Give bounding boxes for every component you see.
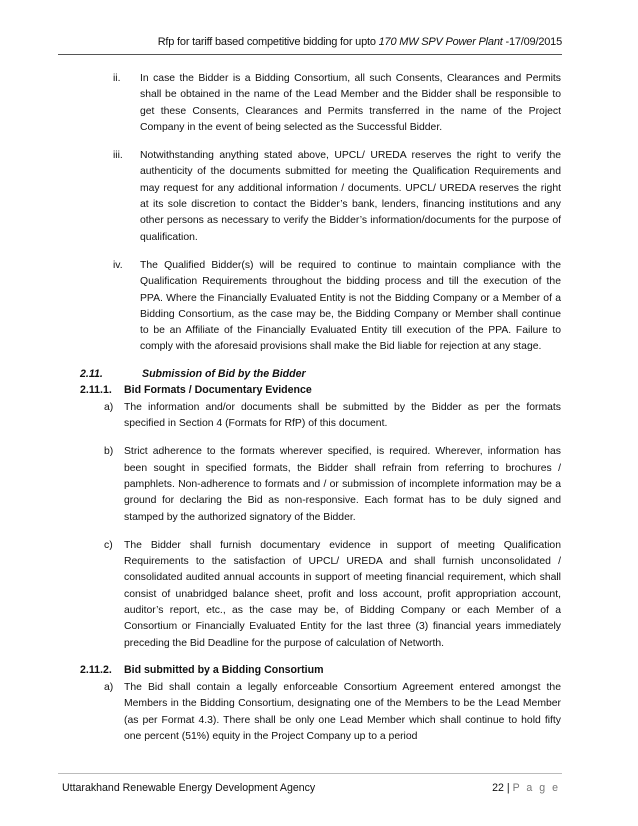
clause-text: Notwithstanding anything stated above, UPCL/ UREDA reserves the right to verify the authenticity of the documents submitted for meeting the Qualification Requirements and may request for any additional information / documents. UPCL/ UREDA reserves the right at its sole discretion to contact the Bidder’s bank, lenders, financing institutions and any other persons as necessary to verify the Bidder’s information/documents for the purpose of qualification. [140, 150, 561, 243]
section-heading-2-11-1 [0, 382, 638, 400]
section-number: 2.11.1. [80, 383, 112, 396]
section-number: 2.11. [80, 367, 103, 380]
clause-2-11-1-c [0, 538, 638, 652]
page-number: 22 [492, 782, 504, 794]
clause-marker: a) [104, 401, 114, 413]
header-italic: 170 MW SPV Power Plant [378, 36, 503, 48]
clause-iii [0, 148, 638, 246]
clause-2-11-1-b [0, 444, 638, 525]
clause-ii [0, 71, 638, 136]
clause-text: The information and/or documents shall be submitted by the Bidder as per the formats specified in Section 4 (Formats for RfP) of this document. [124, 401, 561, 430]
clause-marker: a) [104, 681, 114, 693]
header-prefix: Rfp for tariff based competitive bidding for upto [157, 36, 379, 48]
header-suffix: -17/09/2015 [502, 36, 562, 48]
page-word: P a g e [512, 782, 560, 794]
page-separator: | [506, 782, 510, 794]
section-title: Bid submitted by a Bidding Consortium [124, 663, 324, 676]
clause-text: The Qualified Bidder(s) will be required to continue to maintain compliance with the Qualification Requirements throughout the bidding process and till the execution of the PPA. Where the Financially Evaluated Entity is not the Bidding Company or a Member of a Bidding Consortium, as the case may be, the Bidding Company or Member shall continue to be an Affiliate of the Financially Evaluated Entity till execution of the PPA. Failure to comply with the aforesaid provisions shall make the Bid liable for rejection at any stage. [140, 259, 561, 353]
clause-2-11-2-a [0, 680, 638, 745]
footer-rule [58, 773, 562, 774]
footer-organization: Uttarakhand Renewable Energy Development Agency [62, 782, 316, 794]
section-title: Bid Formats / Documentary Evidence [124, 383, 312, 396]
page-body [0, 71, 638, 745]
running-header [158, 36, 562, 48]
clause-text: In case the Bidder is a Bidding Consortium, all such Consents, Clearances and Permits shall be obtained in the name of the Lead Member and the Bidder shall be responsible to get these Consents, Clearances and Permits transferred in the name of the Project Company in the event of being selected as the Successful Bidder. [140, 73, 561, 133]
section-heading-2-11 [0, 366, 638, 382]
clause-text: The Bid shall contain a legally enforceable Consortium Agreement entered amongst the Members in the Bidding Consortium, designating one of the Members to be the Lead Member (as per Format 4.3). There shall be only one Lead Member which shall continue to hold fifty one percent (51%) equity in the Project Company up to a period [124, 681, 561, 742]
clause-text: Strict adherence to the formats wherever specified, is required. Wherever, information has been sought in specified formats, the Bidder shall refrain from referring to brochures / pamphlets. Non-adherence to formats and / or submission of incomplete information may be a ground for declaring the Bid as non-responsive. Each format has to be duly signed and stamped by the authorized signatory of the Bidder. [124, 446, 561, 523]
header-rule [58, 54, 562, 55]
clause-2-11-1-a [0, 400, 638, 433]
clause-iv [0, 258, 638, 356]
footer-page-indicator [492, 782, 560, 794]
section-heading-2-11-2 [0, 662, 638, 680]
clause-text: The Bidder shall furnish documentary evidence in support of meeting Qualification Requirements to the satisfaction of UPCL/ UREDA and shall furnish unconsolidated / consolidated audited annual accounts in support of meeting financial requirement, which shall consist of unabridged balance sheet, profit and loss account, profit appropriation account, auditor’s report, etc., as the case may be, of Bidding Company or each Member of a Consortium or Financially Evaluated Entity for the last three (3) financial years immediately preceding the Bid Deadline for the purpose of calculation of Networth. [124, 539, 561, 649]
clause-marker: iv. [113, 259, 123, 271]
clause-marker: b) [104, 446, 114, 458]
section-number: 2.11.2. [80, 663, 112, 676]
clause-marker: c) [104, 539, 113, 551]
section-title: Submission of Bid by the Bidder [142, 367, 306, 380]
clause-marker: iii. [113, 150, 123, 162]
clause-marker: ii. [113, 73, 121, 84]
